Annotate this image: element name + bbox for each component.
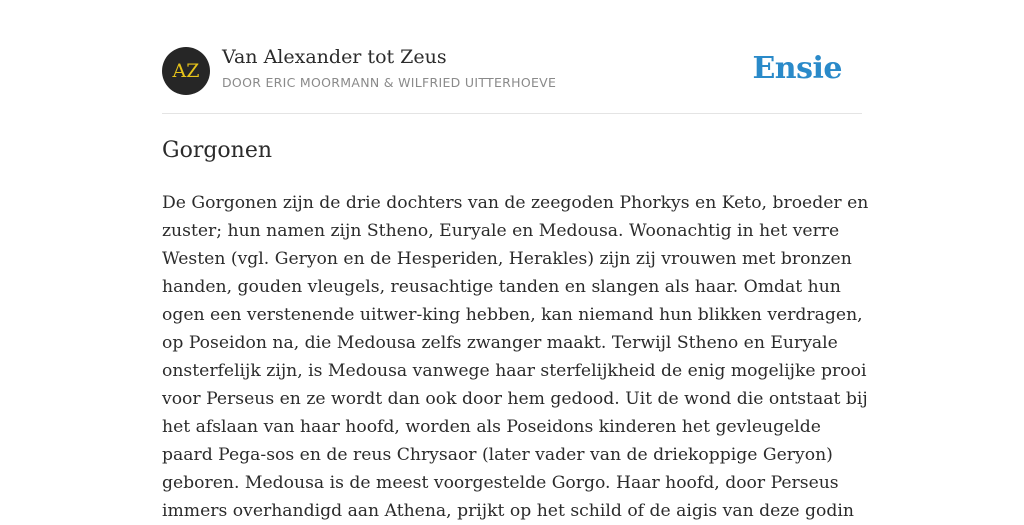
header-divider	[162, 113, 862, 114]
entry-line: voor Perseus en ze wordt dan ook door hem gedood. Uit de wond die ontstaat bij	[162, 389, 868, 409]
entry-line: handen, gouden vleugels, reusachtige tanden en slangen als haar. Omdat hun	[162, 277, 841, 297]
entry-line: het afslaan van haar hoofd, worden als Poseidons kinderen het gevleugelde	[162, 417, 821, 437]
book-authors: DOOR ERIC MOORMANN & WILFRIED UITTERHOEVE	[222, 75, 557, 90]
entry-title: Gorgonen	[162, 138, 273, 163]
entry-line: geboren. Medousa is de meest voorgestelde Gorgo. Haar hoofd, door Perseus	[162, 473, 839, 493]
book-header	[162, 46, 862, 96]
book-title-link[interactable]: Van Alexander tot Zeus	[222, 46, 447, 68]
book-avatar[interactable]	[162, 47, 210, 95]
entry-line: paard Pega-sos en de reus Chrysaor (later vader van de driekoppige Geryon)	[162, 445, 833, 465]
ensie-logo[interactable]: Ensie	[752, 51, 842, 86]
entry-line: ogen een verstenende uitwer-king hebben, kan niemand hun blikken verdragen,	[162, 305, 863, 325]
entry-line: zuster; hun namen zijn Stheno, Euryale en Medousa. Woonachtig in het verre	[162, 221, 840, 241]
entry-line: Westen (vgl. Geryon en de Hesperiden, Herakles) zijn zij vrouwen met bronzen	[162, 249, 852, 269]
entry-line: op Poseidon na, die Medousa zelfs zwanger maakt. Terwijl Stheno en Euryale	[162, 333, 838, 353]
entry-line: onsterfelijk zijn, is Medousa vanwege haar sterfelijkheid de enig mogelijke prooi	[162, 361, 867, 381]
entry-body	[162, 189, 869, 525]
avatar-initials: AZ	[172, 60, 200, 82]
entry-line: De Gorgonen zijn de drie dochters van de zeegoden Phorkys en Keto, broeder en	[162, 193, 869, 213]
entry-line: immers overhandigd aan Athena, prijkt op het schild of de aigis van deze godin	[162, 501, 854, 521]
